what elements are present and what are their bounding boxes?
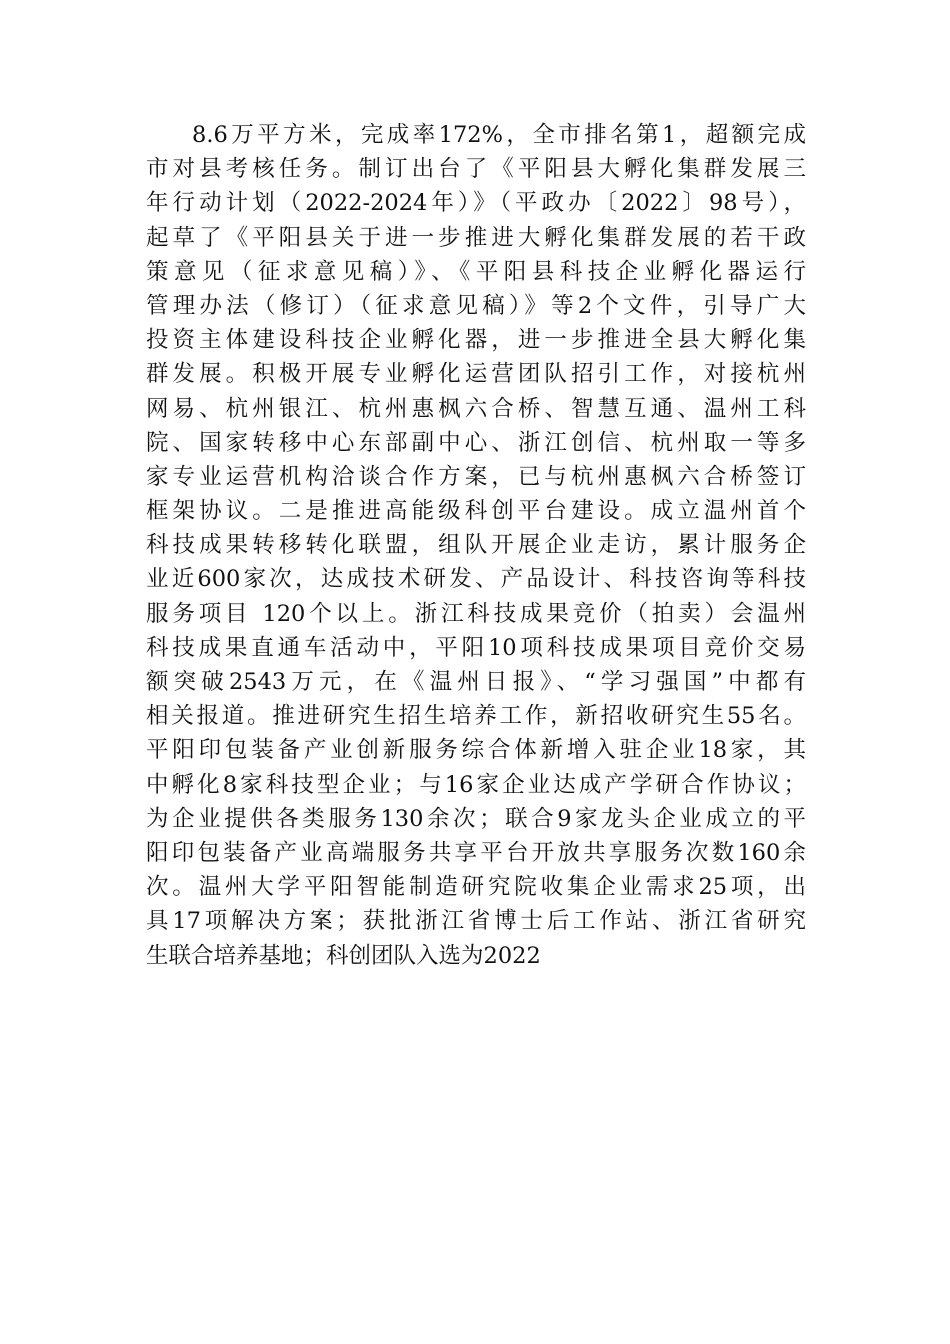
text-line: 起草了《平阳县关于进一步推进大孵化集群发展的若干政 — [146, 224, 806, 251]
text-line: 服务项目 120个以上。浙江科技成果竞价（拍卖）会温州 — [146, 600, 806, 627]
text-line: 群发展。积极开展专业孵化运营团队招引工作，对接杭州 — [146, 361, 806, 388]
text-line: 科技成果转移转化联盟，组队开展企业走访，累计服务企 — [146, 532, 806, 559]
text-line: 平阳印包装备产业创新服务综合体新增入驻企业18家，其 — [146, 737, 806, 764]
text-line: 为企业提供各类服务130余次；联合9家龙头企业成立的平 — [146, 805, 806, 832]
body-paragraph — [146, 118, 806, 973]
text-line: 相关报道。推进研究生招生培养工作，新招收研究生55名。 — [146, 703, 806, 730]
text-line: 8.6万平方米，完成率172%，全市排名第1，超额完成 — [192, 122, 806, 148]
text-line: 投资主体建设科技企业孵化器，进一步推进全县大孵化集 — [146, 327, 806, 354]
text-line: 框架协议。二是推进高能级科创平台建设。成立温州首个 — [146, 498, 806, 525]
text-line: 生联合培养基地；科创团队入选为2022 — [146, 942, 541, 969]
text-line: 中孵化8家科技型企业；与16家企业达成产学研合作协议； — [146, 771, 806, 798]
text-line: 业近600家次，达成技术研发、产品设计、科技咨询等科技 — [146, 566, 806, 593]
text-line: 具17项解决方案；获批浙江省博士后工作站、浙江省研究 — [146, 908, 806, 935]
text-line: 次。温州大学平阳智能制造研究院收集企业需求25项，出 — [146, 874, 806, 901]
text-line: 管理办法（修订）（征求意见稿）》等2个文件，引导广大 — [146, 292, 806, 319]
text-line: 家专业运营机构洽谈合作方案，已与杭州惠枫六合桥签订 — [146, 463, 806, 490]
text-line: 额突破2543万元，在《温州日报》、“学习强国”中都有 — [146, 669, 806, 695]
text-line: 网易、杭州银江、杭州惠枫六合桥、智慧互通、温州工科 — [146, 395, 806, 422]
text-line: 阳印包装备产业高端服务共享平台开放共享服务次数160余 — [146, 839, 806, 866]
text-line: 科技成果直通车活动中，平阳10项科技成果项目竞价交易 — [146, 634, 806, 661]
text-line: 策意见（征求意见稿）》、《平阳县科技企业孵化器运行 — [146, 258, 806, 285]
text-line: 院、国家转移中心东部副中心、浙江创信、杭州取一等多 — [146, 429, 806, 456]
text-line: 年行动计划（2022-2024年）》（平政办〔2022〕98号）， — [146, 190, 806, 217]
text-line: 市对县考核任务。制订出台了《平阳县大孵化集群发展三 — [146, 156, 806, 183]
